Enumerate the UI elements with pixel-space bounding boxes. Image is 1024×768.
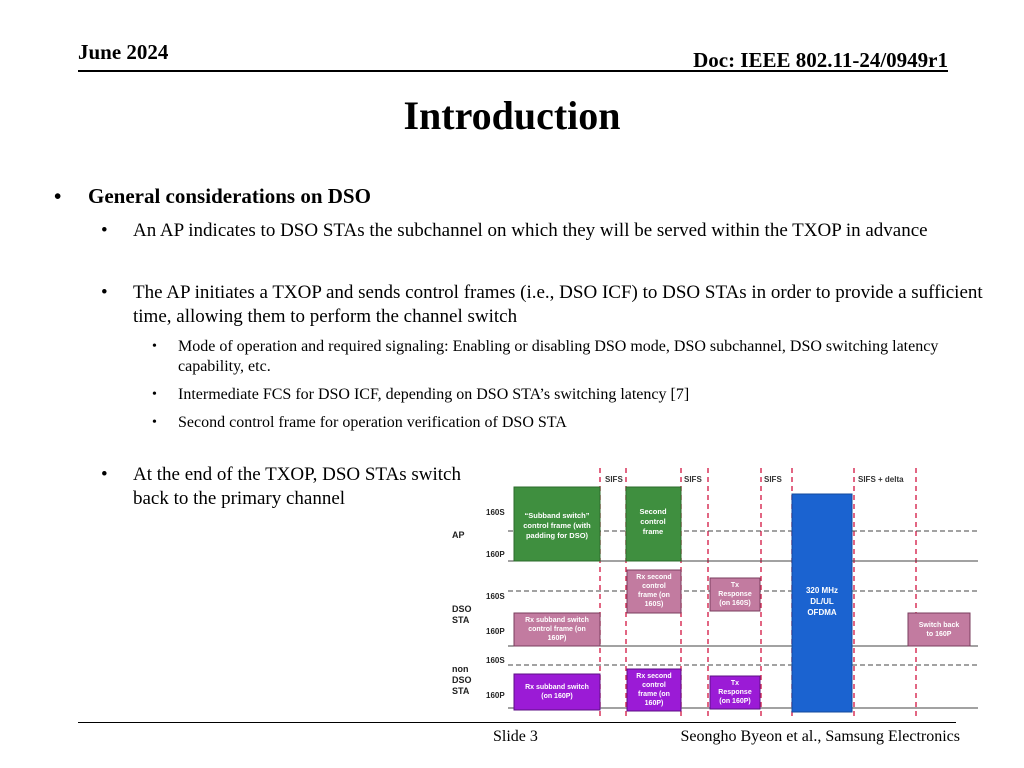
svg-text:Switch back: Switch back [918,622,960,629]
bullet-item-1 [46,219,986,243]
bullet-dot-icon: • [101,282,108,303]
svg-text:(on 160P): (on 160P) [541,693,573,700]
svg-text:control: control [640,517,666,526]
bullet-item-3-text: At the end of the TXOP, DSO STAs switch back to the primary channel [133,464,461,509]
bullet-dot-icon: • [152,387,157,402]
svg-text:control: control [642,682,666,689]
sub-bullet-2 [46,385,986,405]
row-label: 160S [486,508,505,517]
bullet-item-2-text: The AP initiates a TXOP and sends control frames (i.e., DSO ICF) to DSO STAs in order to provide a sufficient time, allowing them to perform the channel switch [133,282,983,327]
svg-text:Rx second: Rx second [636,574,672,581]
row-label-ap: AP [452,530,465,540]
sub-bullet-1-text: Mode of operation and required signaling: Enabling or disabling DSO mode, DSO subchannel, DSO switching latency capability, etc. [178,338,939,375]
svg-text:Tx: Tx [730,680,740,687]
svg-text:160P): 160P) [644,700,664,707]
row-label-non-dso: DSO [452,675,472,685]
bullet-main [46,182,986,211]
svg-text:control: control [642,583,666,590]
sub-bullet-3-text: Second control frame for operation verification of DSO STA [178,414,567,431]
row-label-dso: DSO [452,604,472,614]
ifs-label: SIFS [605,475,623,484]
sub-bullet-2-text: Intermediate FCS for DSO ICF, depending on DSO STA’s switching latency [7] [178,386,690,403]
row-label-non-dso: non [452,664,469,674]
svg-text:padding for DSO): padding for DSO) [525,531,589,540]
row-label: 160S [486,592,505,601]
svg-text:160S): 160S) [644,601,664,608]
ifs-label: SIFS [684,475,702,484]
svg-text:Second: Second [639,507,667,516]
header-date: June 2024 [78,40,169,64]
svg-text:Rx subband switch: Rx subband switch [525,684,589,691]
bullet-dot-icon: • [54,184,62,208]
svg-text:160P): 160P) [547,635,567,642]
svg-text:Response: Response [718,591,752,598]
svg-text:(on 160P): (on 160P) [719,698,751,705]
bullet-dot-icon: • [101,464,108,485]
svg-text:OFDMA: OFDMA [807,608,837,617]
row-label: 160P [486,691,505,700]
svg-text:DL/UL: DL/UL [810,597,834,606]
header-doc-id: Doc: IEEE 802.11-24/0949r1 [693,48,948,72]
row-label-dso: STA [452,615,470,625]
svg-text:Rx second: Rx second [636,673,672,680]
sub-bullet-1 [46,337,986,377]
ifs-label: SIFS [764,475,782,484]
svg-text:to 160P: to 160P [926,631,952,638]
row-label-non-dso: STA [452,686,470,696]
svg-text:320 MHz: 320 MHz [805,586,839,595]
svg-text:Rx subband switch: Rx subband switch [525,617,589,624]
slide-title: Introduction [403,93,621,138]
svg-text:(on 160S): (on 160S) [719,600,751,607]
header-rule [78,70,948,72]
bullet-item-1-text: An AP indicates to DSO STAs the subchannel on which they will be served within the TXOP in advance [133,220,928,241]
ifs-label: SIFS + delta [858,475,904,484]
dso-timing-diagram [448,468,978,720]
row-label: 160P [486,627,505,636]
sub-bullet-3 [46,413,986,433]
svg-text:frame (on: frame (on [638,592,670,599]
switch-back-box [908,613,970,646]
slide-number: Slide 3 [493,728,538,745]
footer-author: Seongho Byeon et al., Samsung Electronics [680,728,960,745]
footer-rule [78,722,956,723]
bullet-dot-icon: • [152,415,157,430]
bullet-dot-icon: • [152,339,157,354]
svg-text:frame: frame [642,527,664,536]
row-label: 160P [486,550,505,559]
bullet-dot-icon: • [101,220,108,241]
slide-content [46,182,986,511]
bullet-item-2 [46,281,986,329]
svg-text:control frame (with: control frame (with [523,521,591,530]
svg-text:frame (on: frame (on [638,691,670,698]
svg-text:Tx: Tx [730,582,740,589]
svg-text:Response: Response [718,689,752,696]
svg-text:control frame (on: control frame (on [528,626,586,633]
row-label: 160S [486,656,505,665]
bullet-main-text: General considerations on DSO [88,184,371,208]
rx-subband-switch-non-dso-box [514,674,600,710]
svg-text:“Subband switch”: “Subband switch” [524,511,590,520]
bullet-item-3 [46,463,473,511]
